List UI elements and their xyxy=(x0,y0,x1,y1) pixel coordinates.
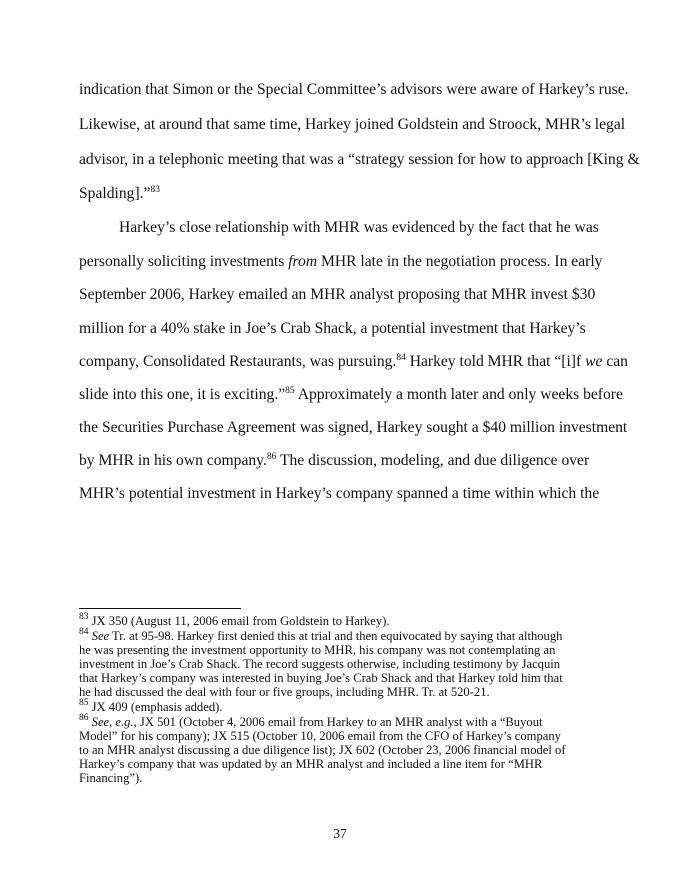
body-text: Harkey told MHR that “[i]f xyxy=(405,353,586,370)
footnote-84-line xyxy=(79,685,490,699)
footnote-text: Model” for his company); JX 515 (October 10, 2006 email from the CFO of Harkey’s company xyxy=(79,729,561,743)
footnote-text: JX 350 (August 11, 2006 email from Goldstein to Harkey). xyxy=(88,614,390,628)
body-text: September 2006, Harkey emailed an MHR analyst proposing that MHR invest $30 xyxy=(79,286,596,303)
footnote-text: JX 409 (emphasis added). xyxy=(88,700,223,714)
emphasis-text: See, e.g. xyxy=(91,715,134,729)
body-line xyxy=(79,150,640,170)
footnote-86 xyxy=(79,715,543,729)
body-line xyxy=(79,252,602,272)
footnote-text: , JX 501 (October 4, 2006 email from Harkey to an MHR analyst with a “Buyout xyxy=(133,715,543,729)
body-text: Approximately a month later and only weeks before xyxy=(294,386,623,403)
footnote-86-line xyxy=(79,729,561,743)
footnote-ref-83: 83 xyxy=(150,185,160,195)
body-text: million for a 40% stake in Joe’s Crab Shack, a potential investment that Harkey’s xyxy=(79,320,586,337)
footnote-separator xyxy=(79,608,241,609)
footnote-85 xyxy=(79,700,222,714)
footnote-text: Financing”). xyxy=(79,771,143,785)
body-line xyxy=(79,184,160,204)
body-text: slide into this one, it is exciting.” xyxy=(79,386,286,403)
body-line xyxy=(79,115,625,135)
body-text: indication that Simon or the Special Committee’s advisors were aware of Harkey’s ruse. xyxy=(79,81,629,98)
emphasis-text: See xyxy=(91,629,110,643)
footnote-text: Tr. at 95-98. Harkey first denied this at trial and then equivocated by saying that although xyxy=(109,629,563,643)
body-line xyxy=(79,385,623,405)
footnote-text: he had discussed the deal with four or five groups, including MHR. Tr. at 520-21. xyxy=(79,685,490,699)
body-text: can xyxy=(602,353,628,370)
footnote-86-line xyxy=(79,771,142,785)
body-text: MHR’s potential investment in Harkey’s company spanned a time within which the xyxy=(79,485,600,502)
footnote-84 xyxy=(79,629,562,643)
footnote-ref-86: 86 xyxy=(266,452,277,462)
body-line xyxy=(79,352,628,372)
footnote-number: 83 xyxy=(79,612,89,622)
footnote-84-line xyxy=(79,657,560,671)
footnote-text: investment in Joe’s Crab Shack. The record suggests otherwise, including testimony by Jacquin xyxy=(79,657,561,671)
body-text: personally soliciting investments xyxy=(79,253,289,270)
body-text: Likewise, at around that same time, Harkey joined Goldstein and Stroock, MHR’s legal xyxy=(79,116,626,133)
body-line xyxy=(79,484,599,504)
footnote-text: to an MHR analyst discussing a due diligence list); JX 602 (October 23, 2006 financial model of xyxy=(79,743,566,757)
footnote-text: that Harkey’s company was interested in buying Joe’s Crab Shack and that Harkey told him that xyxy=(79,671,563,685)
footnote-text: Harkey’s company that was updated by an MHR analyst and included a line item for “MHR xyxy=(79,757,543,771)
footnote-86-line xyxy=(79,743,566,757)
footnote-number: 85 xyxy=(79,698,89,708)
body-line xyxy=(79,451,589,471)
body-text: advisor, in a telephonic meeting that was a “strategy session for how to approach [King & xyxy=(79,151,640,168)
footnote-text: he was presenting the investment opportunity to MHR, his company was not contemplating an xyxy=(79,643,556,657)
body-text: Harkey’s close relationship with MHR was evidenced by the fact that he was xyxy=(119,219,599,236)
body-text: by MHR in his own company. xyxy=(79,452,267,469)
footnote-83 xyxy=(79,614,390,628)
body-text: MHR late in the negotiation process. In early xyxy=(317,253,603,270)
footnote-number: 84 xyxy=(79,627,89,637)
emphasis-text: from xyxy=(288,253,318,270)
footnote-84-line xyxy=(79,643,555,657)
body-line xyxy=(79,418,627,438)
footnote-ref-85: 85 xyxy=(285,386,295,396)
footnote-number: 86 xyxy=(79,713,89,723)
page-number: 37 xyxy=(333,826,347,841)
body-line xyxy=(79,80,629,100)
footnote-84-line xyxy=(79,671,563,685)
emphasis-text: we xyxy=(585,353,603,370)
body-line xyxy=(79,319,586,339)
body-text: The discussion, modeling, and due diligence over xyxy=(276,452,590,469)
body-line xyxy=(79,285,595,305)
paragraph-start-line xyxy=(119,218,599,238)
body-text: the Securities Purchase Agreement was signed, Harkey sought a $40 million investment xyxy=(79,419,628,436)
footnote-ref-84: 84 xyxy=(396,353,406,363)
footnote-86-line xyxy=(79,757,542,771)
body-text: company, Consolidated Restaurants, was pursuing. xyxy=(79,353,397,370)
body-text: Spalding].” xyxy=(79,185,151,202)
